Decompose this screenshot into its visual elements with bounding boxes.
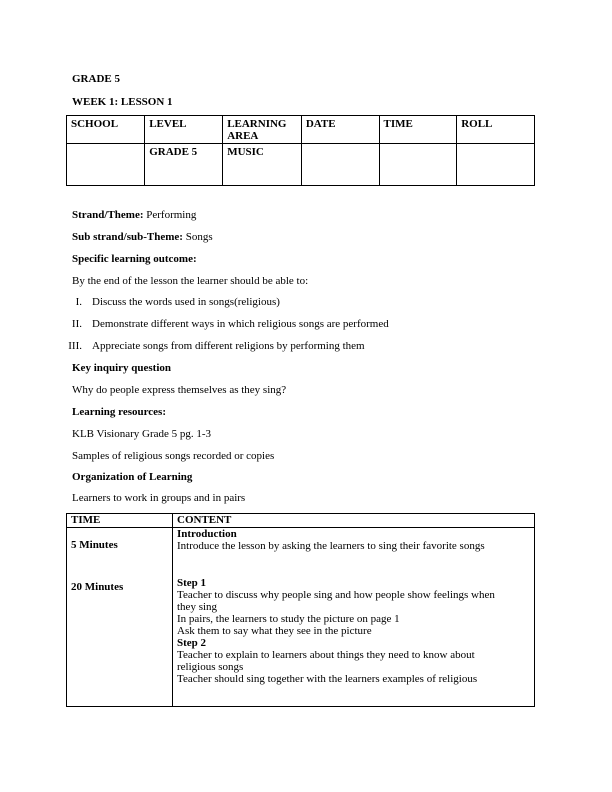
outcome-item-number: I. [75,296,82,308]
strand-label: Strand/Theme: [72,209,144,221]
step1-heading: Step 1 [177,577,207,589]
info-header-row [67,116,535,144]
sub-strand-line [72,231,213,244]
info-value-time [379,144,457,186]
outcome-heading: Specific learning outcome: [72,253,197,265]
outcome-item [56,318,389,331]
time-spacer [71,528,172,539]
info-header-roll: ROLL [457,116,535,144]
step1-line: Teacher to discuss why people sing and how people show feelings when [177,589,495,601]
outcome-item-text: Discuss the words used in songs(religious) [92,296,280,308]
info-value-school [67,144,145,186]
lesson-info-table [66,115,535,186]
strand-line [72,209,196,222]
outcome-item-text: Demonstrate different ways in which religious songs are performed [92,318,389,330]
sub-strand-label: Sub strand/sub-Theme: [72,231,183,243]
outcome-item-number: II. [71,318,82,330]
time-spacer [71,551,172,581]
content-header-row [67,514,535,528]
info-value-level: GRADE 5 [145,144,223,186]
content-table [66,513,535,707]
resource-item: Samples of religious songs recorded or copies [72,450,275,462]
inquiry-heading: Key inquiry question [72,362,172,374]
content-spacer [177,552,534,577]
step2-line: Teacher to explain to learners about things they need to know about [177,649,475,661]
step2-line: religious songs [177,661,244,673]
info-value-learning-area: MUSIC [223,144,302,186]
organization-text: Learners to work in groups and in pairs [72,492,246,504]
grade-heading: GRADE 5 [72,73,120,85]
step2-heading: Step 2 [177,637,207,649]
strand-value: Performing [146,209,197,221]
content-header-time: TIME [67,514,173,528]
sub-strand-value: Songs [185,231,213,243]
info-value-date [301,144,379,186]
info-header-date: DATE [301,116,379,144]
resources-heading: Learning resources: [72,406,166,418]
step1-line: Ask them to say what they see in the picture [177,625,372,637]
step1-line: In pairs, the learners to study the picture on page 1 [177,613,400,625]
outcome-item-number: III. [68,340,82,352]
info-value-roll [457,144,535,186]
step1-line: they sing [177,601,218,613]
intro-text: Introduce the lesson by asking the learners to sing their favorite songs [177,540,485,552]
content-time-cell [67,528,173,707]
intro-heading: Introduction [177,528,237,540]
outcome-item-text: Appreciate songs from different religions by performing them [92,340,365,352]
outcome-item [56,296,280,309]
info-value-row [67,144,535,186]
outcome-intro: By the end of the lesson the learner should be able to: [72,275,309,287]
content-header-content: CONTENT [173,514,535,528]
week-lesson-heading: WEEK 1: LESSON 1 [72,96,173,108]
content-body-row [67,528,535,707]
time-5-minutes: 5 Minutes [71,539,118,551]
info-header-learning-area-text: LEARNING AREA [227,118,287,142]
info-header-level: LEVEL [145,116,223,144]
info-header-learning-area [223,116,302,144]
inquiry-text: Why do people express themselves as they sing? [72,384,287,396]
info-header-time: TIME [379,116,457,144]
content-cell [173,528,535,707]
organization-heading: Organization of Learning [72,471,193,483]
resource-item: KLB Visionary Grade 5 pg. 1-3 [72,428,212,440]
info-header-school: SCHOOL [67,116,145,144]
outcome-item [56,340,365,353]
step2-line: Teacher should sing together with the learners examples of religious [177,673,478,685]
time-20-minutes: 20 Minutes [71,581,124,593]
